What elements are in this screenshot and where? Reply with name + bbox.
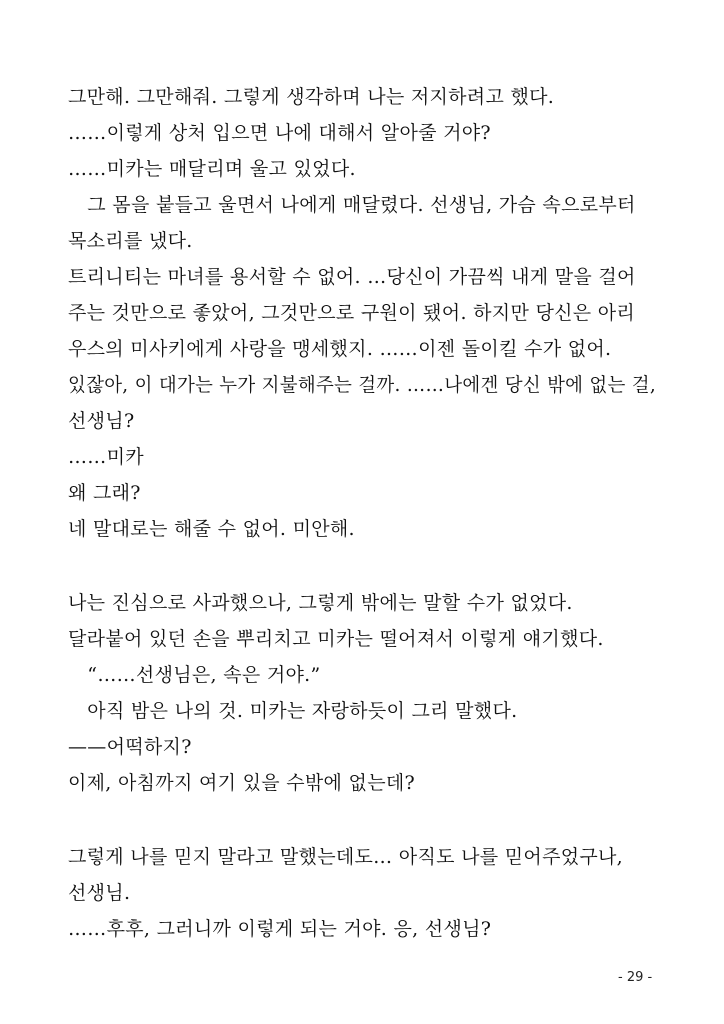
- text-line: ——어떡하지?: [68, 736, 192, 758]
- text-line: 이제, 아침까지 여기 있을 수밖에 없는데?: [68, 772, 415, 794]
- text-line: 선생님?: [68, 410, 135, 432]
- page-number: - 29 -: [618, 970, 653, 985]
- text-line: 목소리를 냈다.: [68, 230, 193, 252]
- text-line: “……선생님은, 속은 거야.”: [68, 664, 321, 686]
- text-line: 나는 진심으로 사과했으나, 그렇게 밖에는 말할 수가 없었다.: [68, 592, 573, 614]
- text-line: 네 말대로는 해줄 수 없어. 미안해.: [68, 518, 355, 540]
- text-line: 아직 밤은 나의 것. 미카는 자랑하듯이 그리 말했다.: [68, 700, 518, 722]
- text-line: 선생님.: [68, 882, 131, 904]
- text-line: 그렇게 나를 믿지 말라고 말했는데도… 아직도 나를 믿어주었구나,: [68, 846, 624, 868]
- text-line: ……미카: [68, 446, 144, 468]
- text-line: 달라붙어 있던 손을 뿌리치고 미카는 떨어져서 이렇게 얘기했다.: [68, 628, 604, 650]
- text-line: 주는 것만으로 좋았어, 그것만으로 구원이 됐어. 하지만 당신은 아리: [68, 302, 636, 324]
- text-line: 그 몸을 붙들고 울면서 나에게 매달렸다. 선생님, 가슴 속으로부터: [68, 194, 636, 216]
- text-line: 그만해. 그만해줘. 그렇게 생각하며 나는 저지하려고 했다.: [68, 86, 555, 108]
- text-line: ……미카는 매달리며 울고 있었다.: [68, 158, 356, 180]
- text-line: ……이렇게 상처 입으면 나에 대해서 알아줄 거야?: [68, 122, 491, 144]
- text-line: 왜 그래?: [68, 482, 141, 504]
- text-line: 우스의 미사키에게 사랑을 맹세했지. ……이젠 돌이킬 수가 없어.: [68, 338, 612, 360]
- text-line: 있잖아, 이 대가는 누가 지불해주는 걸까. ……나에겐 당신 밖에 없는 걸,: [68, 374, 657, 396]
- text-line: 트리니티는 마녀를 용서할 수 없어. …당신이 가끔씩 내게 말을 걸어: [68, 266, 636, 288]
- text-line: ……후후, 그러니까 이렇게 되는 거야. 응, 선생님?: [68, 918, 492, 940]
